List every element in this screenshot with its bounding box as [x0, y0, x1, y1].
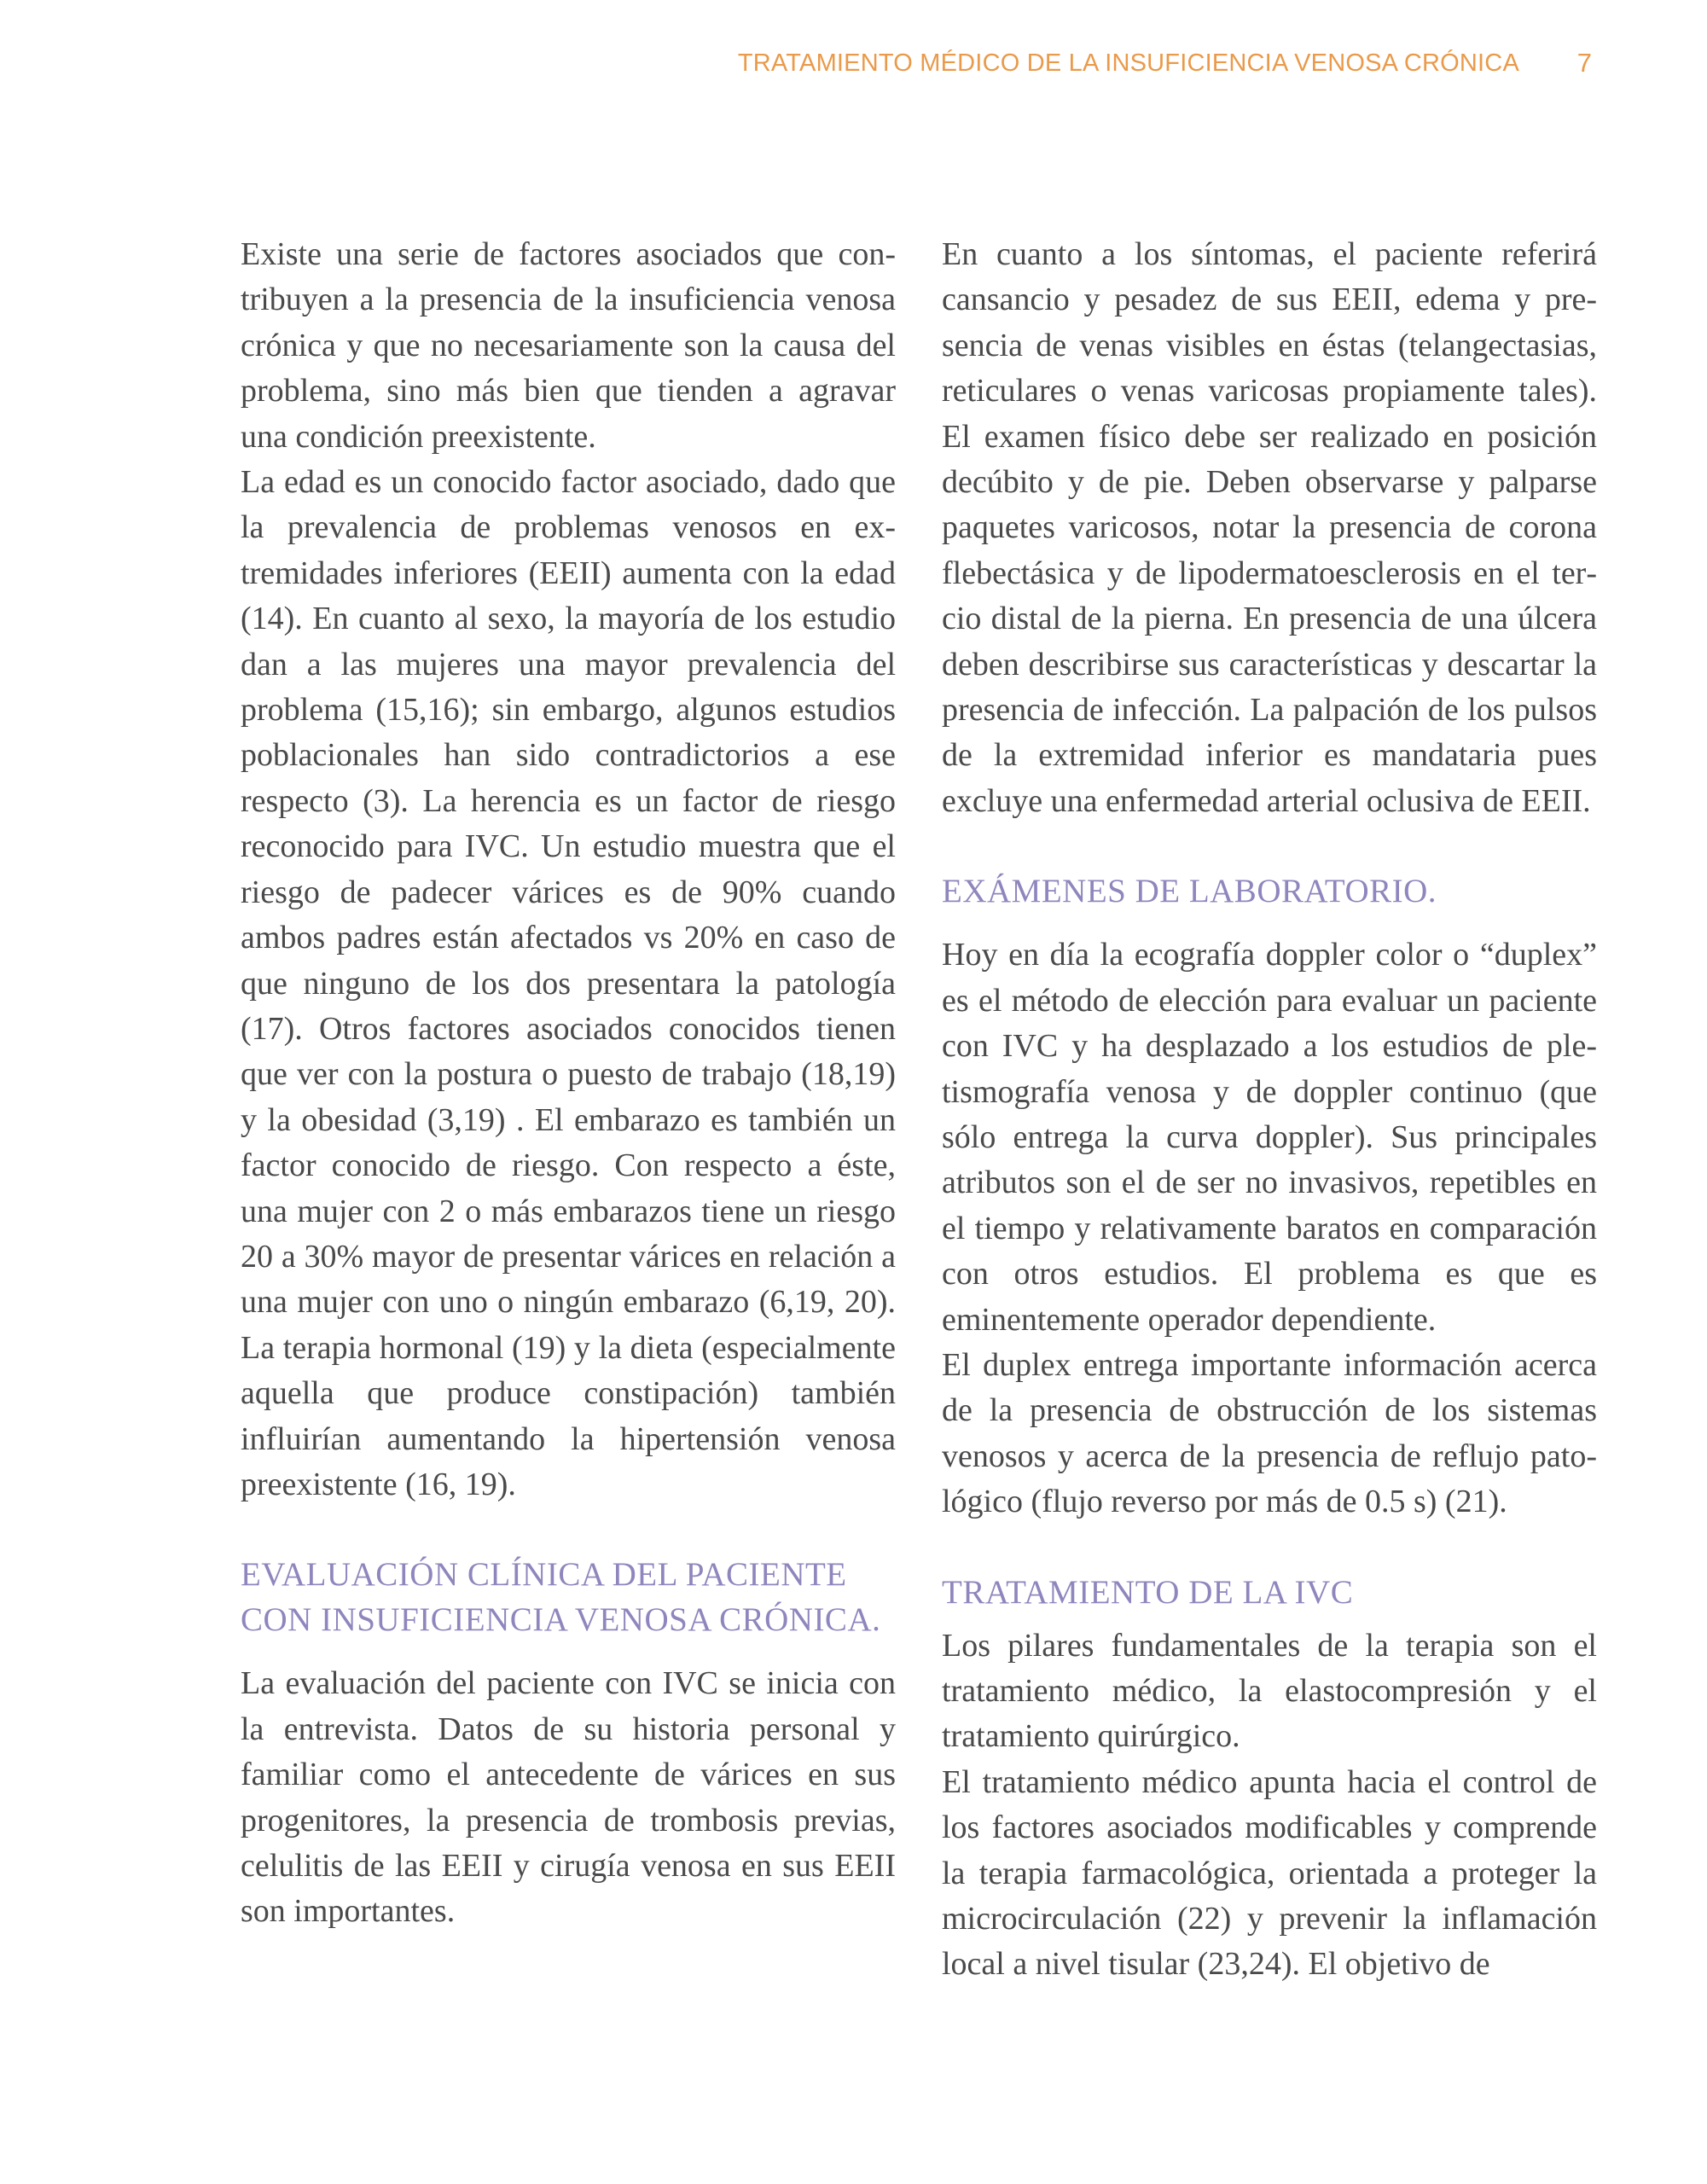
running-header	[0, 44, 1707, 85]
duplex-info-paragraph: El duplex entrega importante información acerca de la presencia de obstrucción de los sistemas venosos y acerca de la presencia de reflujo patológico (flujo reverso por más de 0.5 s) (21).	[942, 1346, 1597, 1520]
intro-paragraph: Existe una serie de factores asociados que contribuyen a la presencia de la insuficiencia venosa crónica y que no necesariamente son la causa del problema, sino más bien que tienden a agravar una condición preexistente.	[241, 236, 896, 455]
section-heading-lab-exams: EXÁMENES DE LABORATORIO.	[942, 873, 1437, 910]
running-title: TRATAMIENTO MÉDICO DE LA INSUFICIENCIA VENOSA CRÓNICA	[737, 49, 1519, 77]
left-column	[241, 232, 896, 1935]
risk-factors-paragraph: La edad es un conocido factor asociado, dado que la prevalencia de problemas venosos en extremidades inferiores (EEII) aumenta con la edad (14). En cuanto al sexo, la mayoría de los estudio dan a las mujeres una mayor prevalencia del problema (15,16); sin embargo, algunos estudios poblacionales han sido contradictorios a ese respecto (3). La herencia es un factor de riesgo reconocido para IVC. Un estudio muestra que el riesgo de padecer várices es de 90% cuando ambos padres están afectados vs 20% en caso de que ninguno de los dos presentara la patología (17). Otros factores asociados conocidos tienen que ver con la postura o puesto de trabajo (18,19) y la obesidad (3,19) . El embarazo es también un factor conocido de riesgo. Con respecto a éste, una mujer con 2 o más embarazos tiene un riesgo 20 a 30% mayor de presentar várices en relación a una mujer con uno o ningún embarazo (6,19, 20). La terapia hormonal (19) y la dieta (especialmente aquella que produce constipación) también influirían aumentando la hipertensión venosa preexistente (16, 19).	[241, 464, 896, 1502]
treatment-pillars-paragraph: Los pilares fundamentales de la terapia son el tratamiento médico, la elastocompresión y el tratamiento quirúrgico.	[942, 1627, 1597, 1755]
page-number: 7	[1576, 48, 1592, 78]
section-heading-clinical-evaluation: EVALUACIÓN CLÍNICA DEL PACIENTE CON INSUFICIENCIA VENOSA CRÓNICA.	[241, 1556, 881, 1639]
medical-treatment-paragraph: El tratamiento médico apunta hacia el control de los factores asociados modificables y comprende la terapia farmacológica, orientada a proteger la microcirculación (22) y prevenir la inflamación local a nivel tisular (23,24). El objetivo de	[942, 1763, 1597, 1983]
symptoms-paragraph: En cuanto a los síntomas, el paciente referirá cansancio y pesadez de sus EEII, edema y presencia de venas visibles en éstas (telangectasias, reticulares o venas varicosas propiamente tales). El examen físico debe ser realizado en posición decúbito y de pie. Deben observarse y palparse paquetes varicosos, notar la presencia de corona flebectásica y de lipodermatoesclerosis en el tercio distal de la pierna. En presencia de una úlcera deben describirse sus características y descartar la presencia de infección. La palpación de los pulsos de la extremidad inferior es mandataria pues excluye una enfermedad arterial oclusiva de EEII.	[942, 236, 1597, 819]
duplex-paragraph: Hoy en día la ecografía doppler color o “duplex” es el método de elección para evaluar un paciente con IVC y ha desplazado a los estudios de pletismografía venosa y de doppler continuo (que sólo entrega la curva doppler). Sus principales atributos son el de ser no invasivos, repetibles en el tiempo y relativamente baratos en comparación con otros estudios. El problema es que es eminentemente operador dependiente.	[942, 937, 1597, 1338]
section-heading-treatment: TRATAMIENTO DE LA IVC	[942, 1573, 1354, 1611]
clinical-evaluation-paragraph: La evaluación del paciente con IVC se inicia con la entrevista. Datos de su historia personal y familiar como el antecedente de várices en sus progenitores, la presencia de trombosis previas, celulitis de las EEII y cirugía venosa en sus EEII son importantes.	[241, 1665, 896, 1930]
right-column	[942, 232, 1597, 1988]
